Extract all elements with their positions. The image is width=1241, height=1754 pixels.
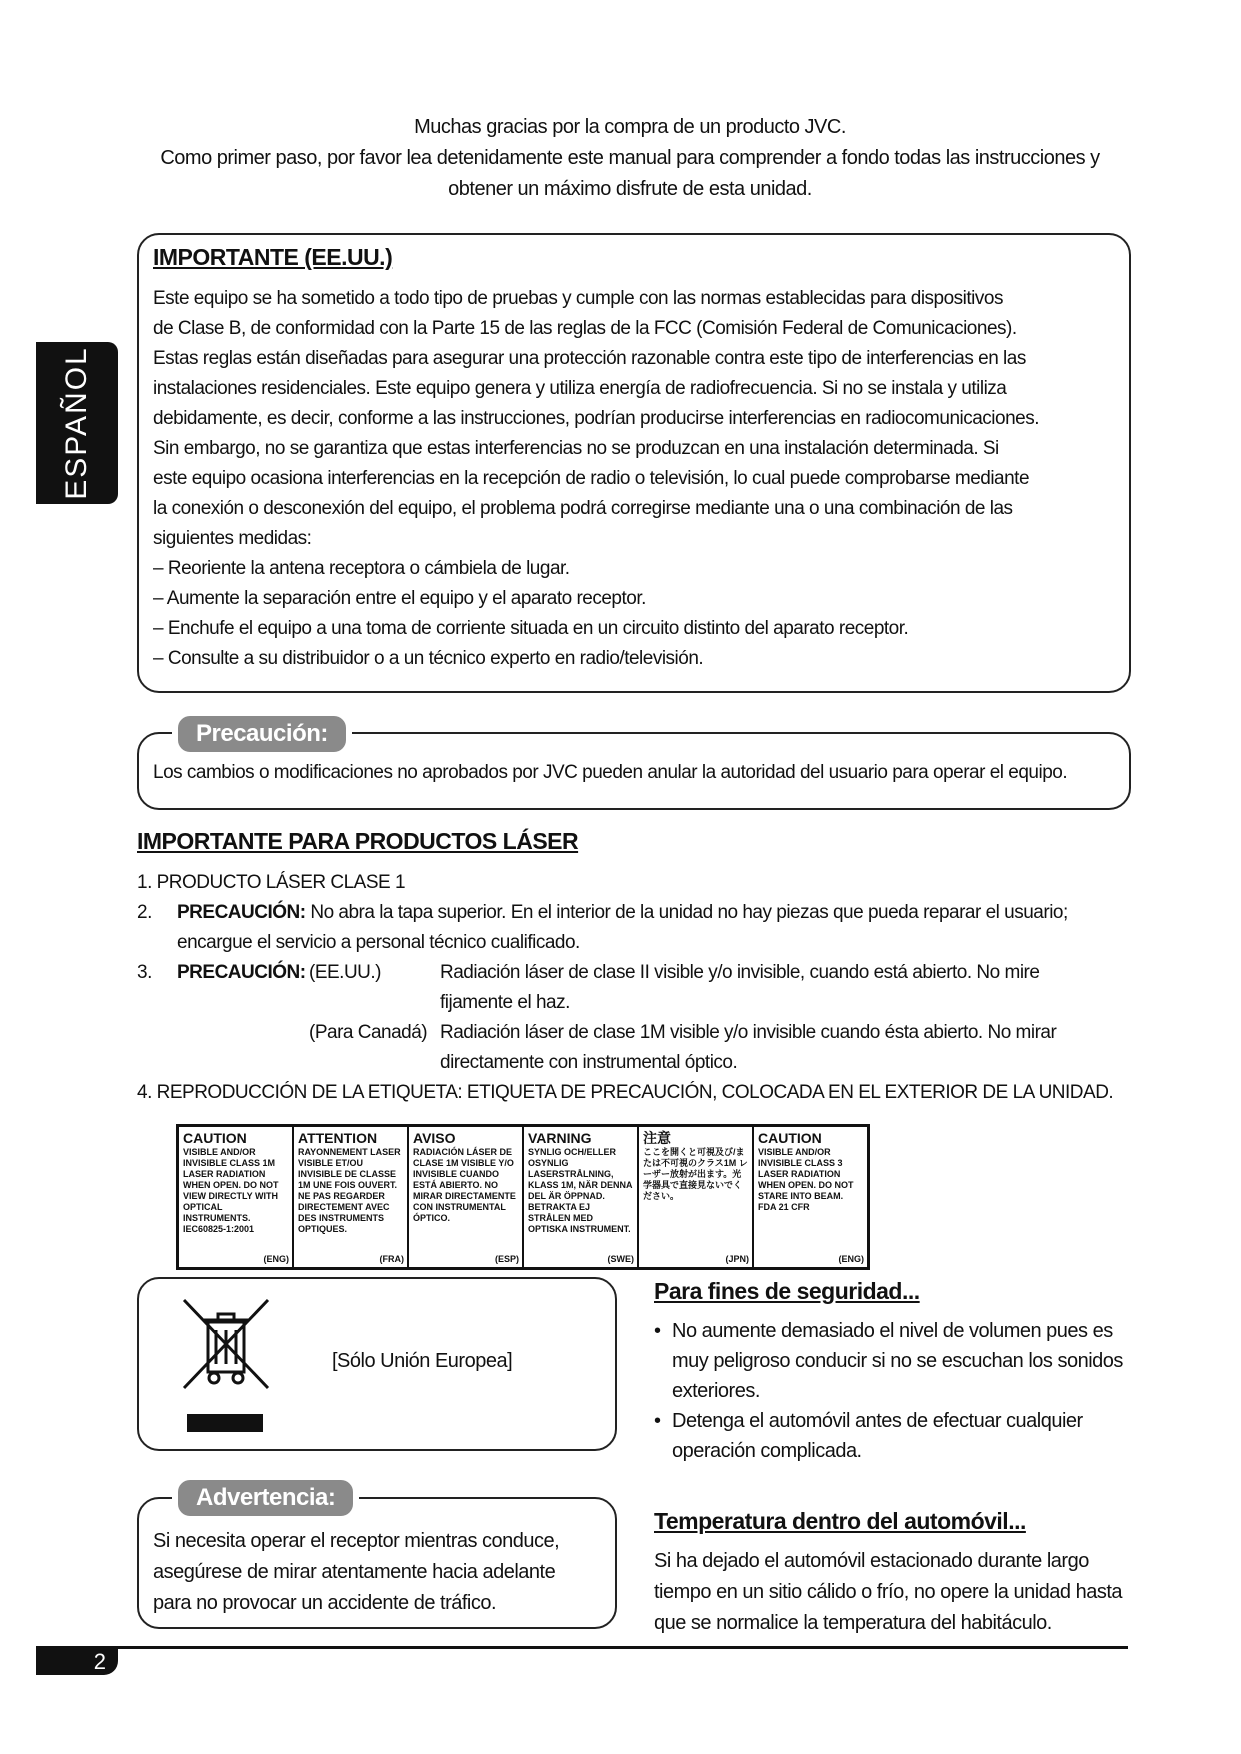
laser-warning-label (176, 1124, 870, 1270)
item-number: 2. (137, 902, 152, 923)
label-code: (ENG) (838, 1254, 864, 1264)
label-code: (ESP) (494, 1254, 519, 1264)
eu-bar (187, 1414, 263, 1432)
laser-list (137, 868, 1127, 1108)
intro-line: Muchas gracias por la compra de un producto JVC. (414, 116, 846, 138)
label-body: ここを開くと可視及び/または不可視のクラス1M レーザー放射が出ます。光学器具で直接見ないでください。 (643, 1147, 748, 1201)
label-column (524, 1127, 639, 1267)
text-line: para no provocar un accidente de tráfico. (153, 1592, 497, 1614)
text-line: siguientes medidas: (153, 528, 312, 549)
text-line: Estas reglas están diseñadas para asegurar una protección razonable contra este tipo de interferencias en las (153, 348, 1026, 369)
text-line: Sin embargo, no se garantiza que estas interferencias no se produzcan en una instalación determinada. Si (153, 438, 999, 459)
label-column (294, 1127, 409, 1267)
text-line: – Consulte a su distribuidor o a un técnico experto en radio/televisión. (153, 648, 704, 669)
item-label: PRECAUCIÓN: (177, 962, 306, 983)
region-canada-text: Radiación láser de clase 1M visible y/o invisible cuando ésta abierto. No mirar (440, 1022, 1057, 1043)
region-canada: (Para Canadá) (309, 1022, 428, 1043)
laser-item-3-canada (137, 1018, 1127, 1048)
laser-item-2 (137, 898, 1127, 928)
label-code: (FRA) (379, 1254, 404, 1264)
label-column (409, 1127, 524, 1267)
intro-line: Como primer paso, por favor lea detenidamente este manual para comprender a fondo todas las instrucciones y (160, 147, 1100, 169)
text-line: – Aumente la separación entre el equipo y el aparato receptor. (153, 588, 646, 609)
text-line: asegúrese de mirar atentamente hacia adelante (153, 1561, 556, 1583)
text-line: este equipo ocasiona interferencias en la recepción de radio o televisión, lo cual puede comprobarse mediante (153, 468, 1030, 489)
label-body: RAYONNEMENT LASER VISIBLE ET/OU INVISIBLE DE CLASSE 1M UNE FOIS OUVERT. NE PAS REGARDER DIRECTEMENT AVEC DES INSTRUMENTS OPTIQUES. (298, 1147, 401, 1234)
label-body: RADIACIÓN LÁSER DE CLASE 1M VISIBLE Y/O INVISIBLE CUANDO ESTÁ ABIERTO. NO MIRAR DIRECTAMENTE CON INSTRUMENTAL ÓPTICO. (413, 1147, 516, 1223)
list-item (654, 1316, 1124, 1406)
label-heading: CAUTION (758, 1130, 822, 1146)
text-line: Este equipo se ha sometido a todo tipo de pruebas y cumple con las normas establecidas para dispositivos (153, 288, 1003, 309)
label-column (639, 1127, 754, 1267)
region-canada-text-cont: directamente con instrumental óptico. (440, 1052, 738, 1073)
label-body: VISIBLE AND/OR INVISIBLE CLASS 3 LASER RADIATION WHEN OPEN. DO NOT STARE INTO BEAM. FDA 21 CFR (758, 1147, 854, 1212)
label-code: (ENG) (263, 1254, 289, 1264)
laser-item-3 (137, 958, 1127, 988)
important-usa-text (153, 284, 1113, 674)
label-column (754, 1127, 867, 1267)
precaution-text: Los cambios o modificaciones no aprobados por JVC pueden anular la autoridad del usuario para operar el equipo. (153, 762, 1068, 783)
laser-item-4: 4. REPRODUCCIÓN DE LA ETIQUETA: ETIQUETA DE PRECAUCIÓN, COLOCADA EN EL EXTERIOR DE LA UNIDAD. (137, 1082, 1114, 1103)
label-code: (JPN) (725, 1254, 749, 1264)
temperature-heading: Temperatura dentro del automóvil... (654, 1508, 1026, 1534)
list-item (654, 1406, 1124, 1466)
label-heading: VARNING (528, 1130, 592, 1146)
temperature-text: Si ha dejado el automóvil estacionado durante largo tiempo en un sitio cálido o frío, no opere la unidad hasta que se normalice la temperatura del habitáculo. (654, 1550, 1122, 1634)
label-heading: 注意 (643, 1130, 671, 1146)
text-line: debidamente, es decir, conforme a las instrucciones, podrían producirse interferencias en radiocomunicaciones. (153, 408, 1040, 429)
laser-item-1: 1. PRODUCTO LÁSER CLASE 1 (137, 872, 406, 893)
laser-heading: IMPORTANTE PARA PRODUCTOS LÁSER (137, 828, 579, 854)
label-code: (SWE) (607, 1254, 634, 1264)
item-number: 3. (137, 962, 152, 983)
text-line: – Enchufe el equipo a una toma de corriente situada en un circuito distinto del aparato receptor. (153, 618, 909, 639)
label-heading: ATTENTION (298, 1130, 378, 1146)
label-heading: CAUTION (183, 1130, 247, 1146)
region-usa-text-cont: fijamente el haz. (440, 992, 570, 1013)
region-usa: (EE.UU.) (309, 962, 381, 983)
language-tab-label: ESPAÑOL (60, 346, 93, 500)
warning-text (153, 1526, 603, 1619)
important-usa-heading: IMPORTANTE (EE.UU.) (153, 244, 393, 270)
safety-list (654, 1316, 1124, 1466)
list-item-text: No aumente demasiado el nivel de volumen pues es muy peligroso conducir si no se escuchan los sonidos exteriores. (672, 1320, 1123, 1402)
text-line: la conexión o desconexión del equipo, el problema podrá corregirse mediante una o una combinación de las (153, 498, 1013, 519)
intro-text (140, 112, 1120, 205)
warning-title: Advertencia: (172, 1474, 359, 1522)
page-number: 2 (36, 1648, 118, 1675)
item-text: No abra la tapa superior. En el interior de la unidad no hay piezas que pueda reparar el usuario; (305, 902, 1068, 923)
language-tab (36, 342, 118, 504)
label-heading: AVISO (413, 1130, 456, 1146)
label-body: VISIBLE AND/OR INVISIBLE CLASS 1M LASER RADIATION WHEN OPEN. DO NOT VIEW DIRECTLY WITH OPTICAL INSTRUMENTS. IEC60825-1:2001 (183, 1147, 279, 1234)
label-column (179, 1127, 294, 1267)
text-line: Si necesita operar el receptor mientras conduce, (153, 1530, 560, 1552)
footer-rule (36, 1646, 1128, 1649)
text-line: de Clase B, de conformidad con la Parte 15 de las reglas de la FCC (Comisión Federal de Comunicaciones). (153, 318, 1017, 339)
intro-line: obtener un máximo disfrute de esta unidad. (448, 178, 812, 200)
text-line: – Reoriente la antena receptora o cámbiela de lugar. (153, 558, 570, 579)
list-item-text: Detenga el automóvil antes de efectuar cualquier operación complicada. (672, 1410, 1083, 1462)
safety-heading: Para fines de seguridad... (654, 1278, 920, 1304)
weee-bin-icon (178, 1294, 274, 1394)
bullet: • (654, 1320, 661, 1342)
item-label: PRECAUCIÓN: (177, 902, 306, 923)
bullet: • (654, 1410, 661, 1432)
region-usa-text: Radiación láser de clase II visible y/o invisible, cuando está abierto. No mire (440, 962, 1040, 983)
precaution-title: Precaución: (172, 710, 352, 758)
text-line: instalaciones residenciales. Este equipo genera y utiliza energía de radiofrecuencia. Si no se instala y utiliza (153, 378, 1007, 399)
label-body: SYNLIG OCH/ELLER OSYNLIG LASERSTRÅLNING, KLASS 1M, NÄR DENNA DEL ÄR ÖPPNAD. BETRAKTA EJ STRÅLEN MED OPTISKA INSTRUMENT. (528, 1147, 633, 1234)
laser-item-2-cont: encargue el servicio a personal técnico cualificado. (177, 932, 580, 953)
eu-only-label: [Sólo Unión Europea] (332, 1350, 513, 1372)
